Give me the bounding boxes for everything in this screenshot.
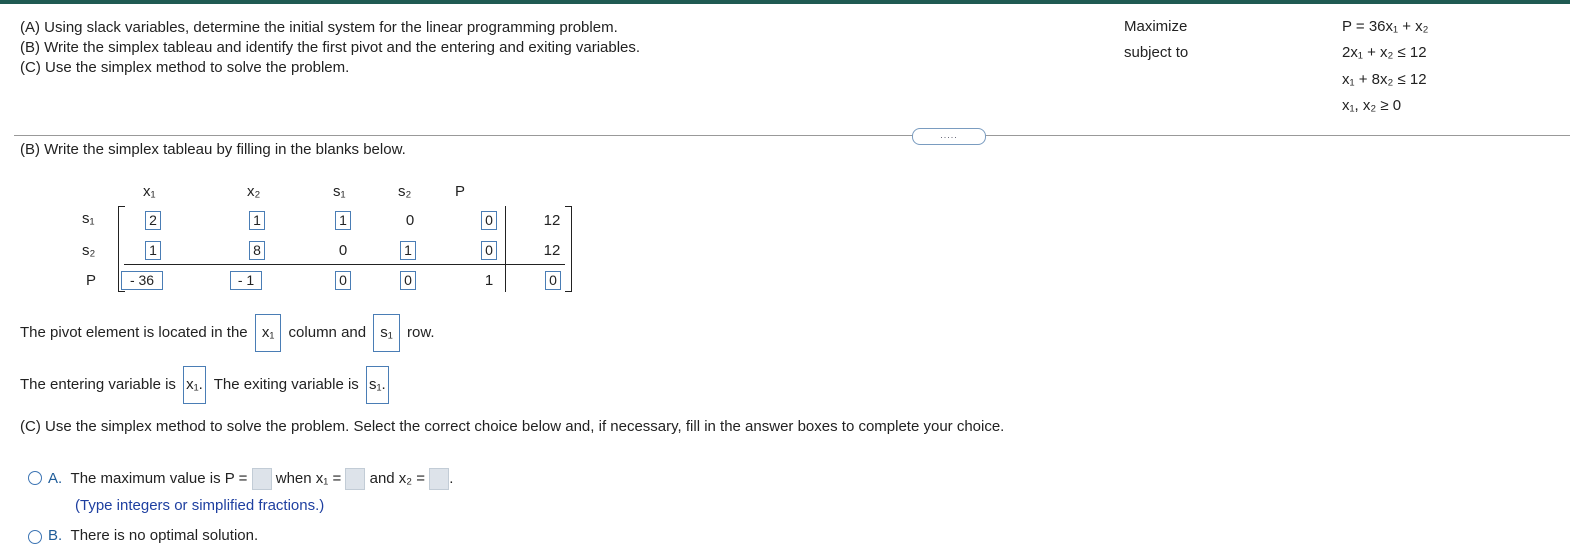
part-c-title: (C) Use the simplex method to solve the problem. Select the correct choice below and, if necessary, fill in the answer boxes to complete your choice. bbox=[20, 418, 1005, 435]
pivot-middle: column and bbox=[288, 324, 367, 341]
x1-value-input[interactable] bbox=[345, 468, 365, 490]
choice-b bbox=[48, 527, 258, 544]
cell-r1-rhs: 12 bbox=[543, 212, 561, 229]
entering-variable-answer[interactable]: x₁. bbox=[183, 366, 206, 404]
col-header-x1: x₁ bbox=[143, 183, 156, 200]
choice-a-hint: (Type integers or simplified fractions.) bbox=[75, 497, 325, 514]
instruction-c: (C) Use the simplex method to solve the problem. bbox=[20, 59, 350, 76]
col-header-s2: s₂ bbox=[398, 183, 412, 200]
pivot-row-answer[interactable]: s₁ bbox=[373, 314, 400, 352]
pivot-column-answer[interactable]: x₁ bbox=[255, 314, 282, 352]
expand-toggle-button[interactable]: ..... bbox=[912, 128, 986, 145]
col-header-p: P bbox=[455, 183, 466, 200]
row-label-s2: s₂ bbox=[82, 242, 96, 259]
cell-r2-s2[interactable]: 1 bbox=[400, 241, 416, 260]
choice-a-radio[interactable] bbox=[28, 471, 42, 485]
subject-to-label: subject to bbox=[1124, 44, 1189, 61]
cell-r3-p: 1 bbox=[484, 272, 494, 289]
augment-line bbox=[505, 206, 506, 292]
cell-r3-s1[interactable]: 0 bbox=[335, 271, 351, 290]
choice-b-text: There is no optimal solution. bbox=[70, 527, 259, 544]
entering-prefix: The entering variable is bbox=[20, 376, 176, 393]
instruction-b: (B) Write the simplex tableau and identify the first pivot and the entering and exiting variables. bbox=[20, 39, 641, 56]
choice-a-text-1: The maximum value is P = bbox=[70, 470, 248, 487]
cell-r1-x1[interactable]: 2 bbox=[145, 211, 161, 230]
choice-b-letter: B. bbox=[48, 527, 63, 544]
choice-a-text-3: and x₂ = bbox=[369, 470, 426, 487]
maximize-label: Maximize bbox=[1124, 18, 1188, 35]
choice-b-radio[interactable] bbox=[28, 530, 42, 544]
row-label-s1: s₁ bbox=[82, 210, 95, 227]
constraint-1: 2x₁ + x₂ ≤ 12 bbox=[1342, 44, 1427, 61]
max-value-input[interactable] bbox=[252, 468, 272, 490]
top-accent-bar bbox=[0, 0, 1570, 4]
cell-r2-rhs: 12 bbox=[543, 242, 561, 259]
constraint-3: x₁, x₂ ≥ 0 bbox=[1342, 97, 1402, 114]
exiting-prefix: The exiting variable is bbox=[213, 376, 359, 393]
cell-r2-x2[interactable]: 8 bbox=[249, 241, 265, 260]
constraint-2: x₁ + 8x₂ ≤ 12 bbox=[1342, 71, 1427, 88]
section-divider bbox=[14, 135, 1570, 136]
cell-r2-p[interactable]: 0 bbox=[481, 241, 497, 260]
pivot-sentence bbox=[20, 314, 435, 352]
pivot-suffix: row. bbox=[407, 324, 435, 341]
cell-r1-p[interactable]: 0 bbox=[481, 211, 497, 230]
instructions bbox=[20, 18, 640, 78]
objective-separator bbox=[124, 264, 565, 265]
col-header-x2: x₂ bbox=[247, 183, 261, 200]
cell-r3-rhs[interactable]: 0 bbox=[545, 271, 561, 290]
col-header-s1: s₁ bbox=[333, 183, 346, 200]
cell-r1-x2[interactable]: 1 bbox=[249, 211, 265, 230]
objective-function: P = 36x₁ + x₂ bbox=[1342, 18, 1429, 35]
choice-a: A. The maximum value is P = when x₁ = and x₂ = . bbox=[48, 467, 453, 491]
pivot-prefix: The pivot element is located in the bbox=[20, 324, 248, 341]
cell-r1-s1[interactable]: 1 bbox=[335, 211, 351, 230]
x2-value-input[interactable] bbox=[429, 468, 449, 490]
entering-exiting-sentence bbox=[20, 366, 392, 404]
cell-r1-s2: 0 bbox=[405, 212, 415, 229]
exiting-variable-answer[interactable]: s₁. bbox=[366, 366, 389, 404]
cell-r3-x1[interactable]: - 36 bbox=[121, 271, 163, 290]
cell-r3-x2[interactable]: - 1 bbox=[230, 271, 262, 290]
part-b-title: (B) Write the simplex tableau by filling in the blanks below. bbox=[20, 141, 406, 158]
choice-a-text-2: when x₁ = bbox=[275, 470, 342, 487]
row-label-p: P bbox=[86, 272, 97, 289]
choice-a-letter: A. bbox=[48, 470, 63, 487]
cell-r2-x1[interactable]: 1 bbox=[145, 241, 161, 260]
cell-r3-s2[interactable]: 0 bbox=[400, 271, 416, 290]
cell-r2-s1: 0 bbox=[338, 242, 348, 259]
instruction-a: (A) Using slack variables, determine the initial system for the linear programming problem. bbox=[20, 19, 618, 36]
